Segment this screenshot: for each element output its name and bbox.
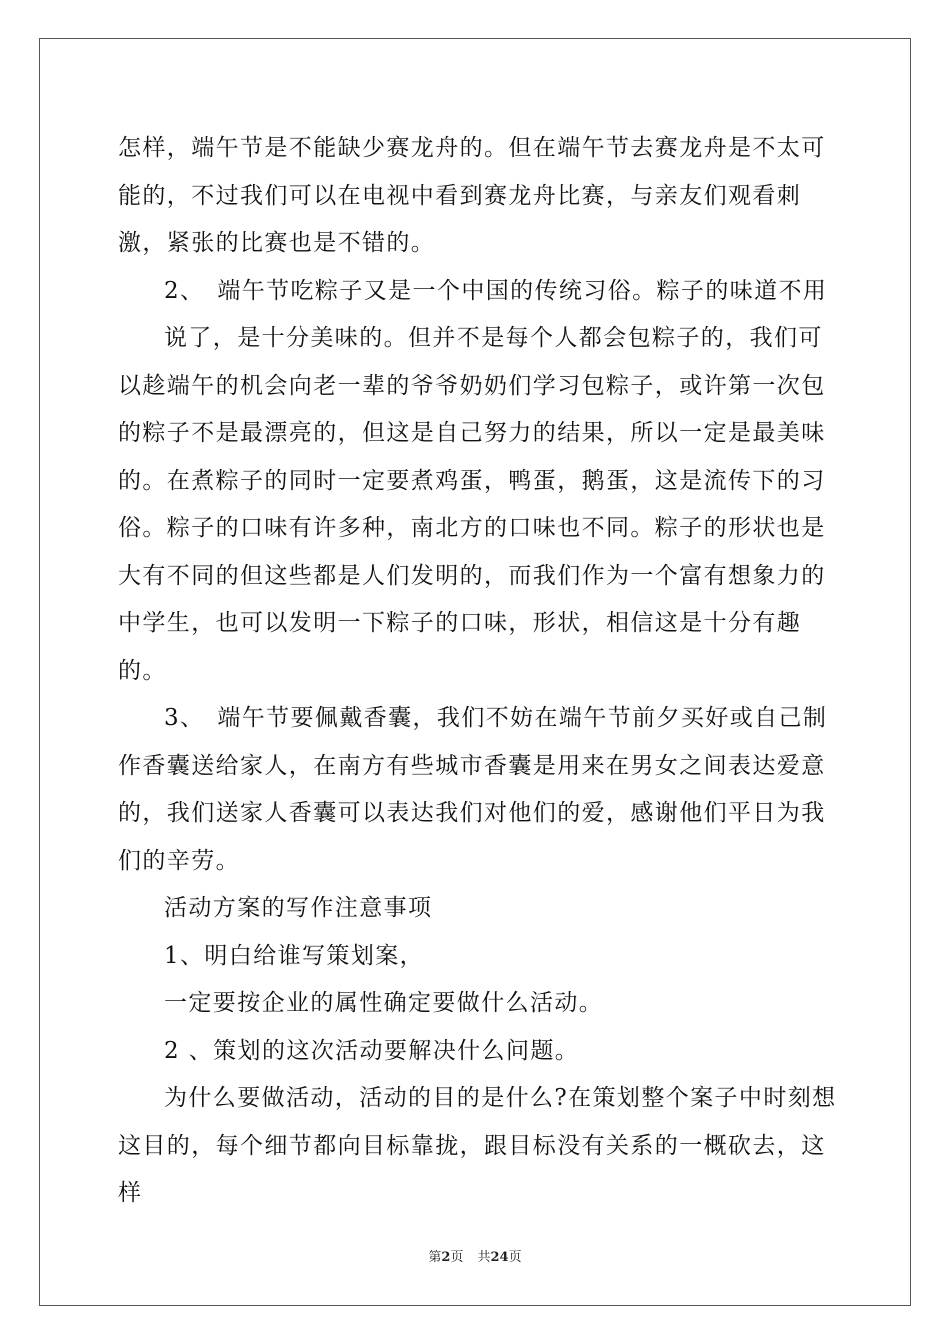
paragraph-9: 为什么要做活动，活动的目的是什么?在策划整个案子中时刻想这目的，每个细节都向目标靠拢，跟目标没有关系的一概砍去，这样 [118, 1085, 837, 1206]
paragraph-4: 3、 端午节要佩戴香囊，我们不妨在端午节前夕买好或自己制作香囊送给家人，在南方有些城市香囊是用来在男女之间表达爱意的，我们送家人香囊可以表达我们对他们的爱，感谢他们平日为我们的辛劳。 [118, 705, 828, 874]
total-prefix: 共 [477, 1250, 491, 1265]
section-heading: 活动方案的写作注意事项 [164, 895, 433, 921]
page-prefix: 第 [428, 1250, 442, 1265]
total-pages: 24 [490, 1250, 509, 1265]
page-suffix: 页 [450, 1250, 464, 1265]
document-body [118, 125, 838, 1218]
paragraph-2: 2、 端午节吃粽子又是一个中国的传统习俗。粽子的味道不用 [164, 277, 828, 304]
paragraph-3: 说了，是十分美味的。但并不是每个人都会包粽子的，我们可以趁端午的机会向老一辈的爷爷奶奶们学习包粽子，或许第一次包的粽子不是最漂亮的，但这是自己努力的结果，所以一定是最美味的。在煮粽子的同时一定要煮鸡蛋，鸭蛋，鹅蛋，这是流传下的习俗。粽子的口味有许多种，南北方的口味也不同。粽子的形状也是大有不同的但这些都是人们发明的，而我们作为一个富有想象力的中学生，也可以发明一下粽子的口味，形状，相信这是十分有趣的。 [118, 325, 826, 684]
list-item-1: 1、明白给谁写策划案， [164, 942, 425, 969]
paragraph-7: 一定要按企业的属性确定要做什么活动。 [164, 990, 604, 1016]
paragraph-1: 怎样，端午节是不能缺少赛龙舟的。但在端午节去赛龙舟是不太可能的，不过我们可以在电视中看到赛龙舟比赛，与亲友们观看刺激，紧张的比赛也是不错的。 [118, 135, 826, 256]
total-suffix: 页 [508, 1250, 522, 1265]
page-footer [0, 1246, 950, 1265]
list-item-2: 2 、策划的这次活动要解决什么问题。 [164, 1037, 580, 1064]
page-number: 2 [441, 1250, 451, 1265]
